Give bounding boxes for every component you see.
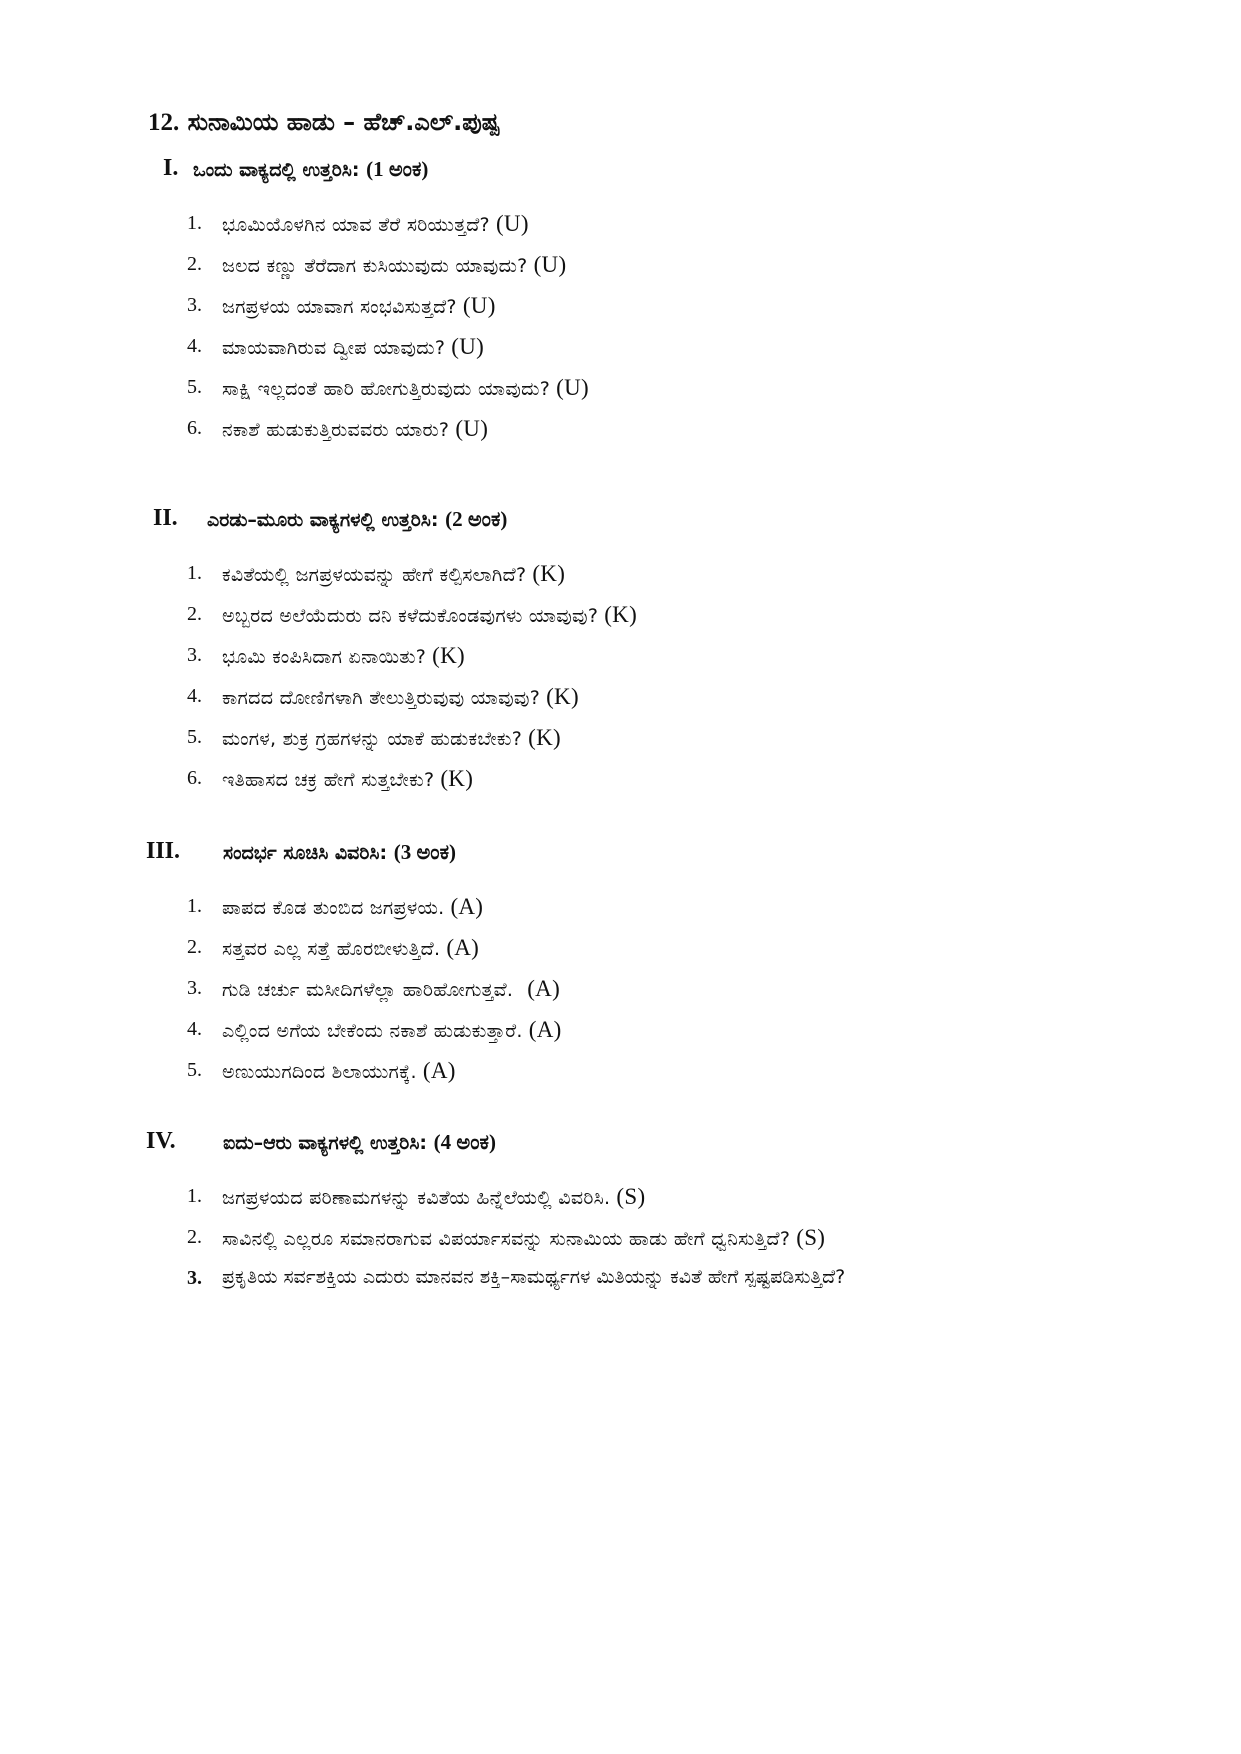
question-number: 6. — [187, 417, 202, 439]
question-text — [222, 334, 484, 360]
list-item — [0, 559, 1241, 600]
question-text — [222, 1266, 845, 1288]
section-numeral: IV. — [146, 1128, 176, 1154]
question-list — [0, 209, 1241, 455]
section-2 — [0, 505, 1241, 805]
section-instruction: ಐದು–ಆರು ವಾಕ್ಯಗಳಲ್ಲಿ ಉತ್ತರಿಸಿ: — [223, 1132, 428, 1154]
question-body: ಭೂಮಿ ಕಂಪಿಸಿದಾಗ ಏನಾಯಿತು? — [222, 646, 427, 668]
question-number: 2. — [187, 253, 202, 275]
list-item — [0, 1015, 1241, 1056]
list-item — [0, 723, 1241, 764]
question-tag: (U) — [533, 252, 567, 277]
list-item — [0, 764, 1241, 805]
question-text — [222, 293, 496, 319]
question-body: ಜಗಪ್ರಳಯ ಯಾವಾಗ ಸಂಭವಿಸುತ್ತದೆ? — [222, 296, 457, 318]
question-number: 2. — [187, 1226, 202, 1248]
question-body: ಅಬ್ಬರದ ಅಲೆಯೆದುರು ದನಿ ಕಳೆದುಕೊಂಡವುಗಳು ಯಾವುವು? — [222, 605, 599, 627]
question-text — [222, 252, 566, 278]
question-text — [222, 375, 589, 401]
question-tag: (S) — [796, 1225, 826, 1250]
question-tag: (S) — [616, 1184, 646, 1209]
question-number: 6. — [187, 767, 202, 789]
question-number: 4. — [187, 1018, 202, 1040]
question-text — [222, 602, 637, 628]
list-item — [0, 332, 1241, 373]
question-tag: (A) — [450, 894, 484, 919]
question-tag: (K) — [532, 561, 566, 586]
question-tag: (A) — [446, 935, 480, 960]
question-tag: (K) — [546, 684, 579, 709]
question-tag: (K) — [528, 725, 561, 750]
question-tag: (U) — [462, 293, 496, 318]
section-marks: (2 ಅಂಕ) — [445, 507, 508, 531]
question-number: 1. — [187, 212, 202, 234]
question-number: 3. — [187, 977, 202, 999]
question-list — [0, 1182, 1241, 1305]
section-marks: (3 ಅಂಕ) — [393, 840, 457, 864]
question-tag: (U) — [455, 416, 489, 441]
question-body: ಸಾಕ್ಷಿ ಇಲ್ಲದಂತೆ ಹಾರಿ ಹೋಗುತ್ತಿರುವುದು ಯಾವುದು? — [222, 378, 551, 400]
question-text — [222, 684, 579, 710]
list-item — [0, 250, 1241, 291]
list-item — [0, 1182, 1241, 1223]
section-heading-text — [207, 507, 507, 532]
question-body: ಮಂಗಳ, ಶುಕ್ರ ಗ್ರಹಗಳನ್ನು ಯಾಕೆ ಹುಡುಕಬೇಕು? — [222, 728, 523, 750]
question-text — [222, 1225, 825, 1251]
list-item — [0, 974, 1241, 1015]
question-tag: (K) — [432, 643, 466, 668]
question-text — [222, 935, 479, 961]
question-list — [0, 892, 1241, 1097]
question-text — [222, 894, 483, 920]
question-tag: (U) — [451, 334, 485, 359]
list-item — [0, 209, 1241, 250]
question-number: 1. — [187, 895, 202, 917]
list-item — [0, 1223, 1241, 1264]
question-tag: (A) — [527, 976, 561, 1001]
question-body: ಜಗಪ್ರಳಯದ ಪರಿಣಾಮಗಳನ್ನು ಕವಿತೆಯ ಹಿನ್ನೆಲೆಯಲ್ಲಿ ವಿವರಿಸಿ. — [222, 1187, 611, 1209]
question-body: ಸತ್ತವರ ಎಲ್ಲ ಸತ್ತೆ ಹೊರಬೀಳುತ್ತಿದೆ. — [222, 938, 441, 960]
question-number: 3. — [187, 1267, 202, 1289]
question-body: ಭೂಮಿಯೊಳಗಿನ ಯಾವ ತೆರೆ ಸರಿಯುತ್ತದೆ? — [222, 214, 490, 236]
question-tag: (A) — [422, 1058, 456, 1083]
question-body: ಇತಿಹಾಸದ ಚಕ್ರ ಹೇಗೆ ಸುತ್ತಬೇಕು? — [222, 769, 435, 791]
question-text — [222, 766, 473, 792]
section-instruction: ಸಂದರ್ಭ ಸೂಚಿಸಿ ವಿವರಿಸಿ: — [223, 842, 388, 864]
question-number: 4. — [187, 685, 202, 707]
question-body: ಸಾವಿನಲ್ಲಿ ಎಲ್ಲರೂ ಸಮಾನರಾಗುವ ವಿಪರ್ಯಾಸವನ್ನು ಸುನಾಮಿಯ ಹಾಡು ಹೇಗೆ ಧ್ವನಿಸುತ್ತಿದೆ? — [222, 1228, 791, 1250]
question-number: 5. — [187, 726, 202, 748]
list-item — [0, 933, 1241, 974]
section-heading-text — [193, 157, 428, 182]
question-number: 1. — [187, 562, 202, 584]
section-4 — [0, 1128, 1241, 1305]
section-heading — [0, 505, 1241, 545]
question-text — [222, 1017, 562, 1043]
question-body: ಜಲದ ಕಣ್ಣು ತೆರೆದಾಗ ಕುಸಿಯುವುದು ಯಾವುದು? — [222, 255, 528, 277]
question-number: 3. — [187, 644, 202, 666]
question-text — [222, 416, 488, 442]
list-item — [0, 1264, 1241, 1305]
question-number: 1. — [187, 1185, 202, 1207]
section-heading — [0, 155, 1241, 195]
question-list — [0, 559, 1241, 805]
question-body: ಪ್ರಕೃತಿಯ ಸರ್ವಶಕ್ತಿಯ ಎದುರು ಮಾನವನ ಶಕ್ತಿ–ಸಾಮರ್ಥ್ಯಗಳ ಮಿತಿಯನ್ನು ಕವಿತೆ ಹೇಗೆ ಸ್ಪಷ್ಟಪಡಿಸುತ್ತಿದೆ? — [222, 1266, 846, 1288]
question-text — [222, 211, 529, 237]
section-heading — [0, 838, 1241, 878]
list-item — [0, 414, 1241, 455]
section-heading-text — [223, 840, 456, 865]
list-item — [0, 600, 1241, 641]
question-body: ಗುಡಿ ಚರ್ಚು ಮಸೀದಿಗಳೆಲ್ಲಾ ಹಾರಿಹೋಗುತ್ತವೆ. — [222, 979, 514, 1001]
chapter-number: 12. — [148, 109, 180, 136]
list-item — [0, 1056, 1241, 1097]
question-tag: (A) — [528, 1017, 562, 1042]
question-tag: (K) — [604, 602, 638, 627]
question-number: 5. — [187, 376, 202, 398]
section-heading-text — [223, 1130, 496, 1155]
question-body: ಮಾಯವಾಗಿರುವ ದ್ವೀಪ ಯಾವುದು? — [222, 337, 446, 359]
question-number: 5. — [187, 1059, 202, 1081]
question-text — [222, 725, 561, 751]
section-numeral: III. — [146, 838, 181, 864]
question-tag: (K) — [440, 766, 474, 791]
question-number: 2. — [187, 603, 202, 625]
section-numeral: I. — [163, 155, 179, 181]
question-text — [222, 1184, 645, 1210]
list-item — [0, 641, 1241, 682]
question-number: 2. — [187, 936, 202, 958]
question-number: 3. — [187, 294, 202, 316]
question-body: ಎಲ್ಲಿಂದ ಅಗೆಯ ಬೇಕೆಂದು ನಕಾಶೆ ಹುಡುಕುತ್ತಾರೆ. — [222, 1020, 523, 1042]
list-item — [0, 291, 1241, 332]
question-body: ಕವಿತೆಯಲ್ಲಿ ಜಗಪ್ರಳಯವನ್ನು ಹೇಗೆ ಕಲ್ಪಿಸಲಾಗಿದೆ? — [222, 564, 527, 586]
list-item — [0, 682, 1241, 723]
question-text — [222, 1058, 456, 1084]
section-numeral: II. — [153, 505, 178, 531]
section-heading — [0, 1128, 1241, 1168]
question-tag: (U) — [556, 375, 589, 400]
chapter-title — [148, 108, 500, 137]
question-body: ಕಾಗದದ ದೋಣಿಗಳಾಗಿ ತೇಲುತ್ತಿರುವುವು ಯಾವುವು? — [222, 687, 541, 709]
section-instruction: ಒಂದು ವಾಕ್ಯದಲ್ಲಿ ಉತ್ತರಿಸಿ: — [193, 159, 360, 181]
question-number: 4. — [187, 335, 202, 357]
question-text — [222, 561, 565, 587]
section-marks: (1 ಅಂಕ) — [366, 157, 429, 181]
question-body: ಅಣುಯುಗದಿಂದ ಶಿಲಾಯುಗಕ್ಕೆ. — [222, 1061, 417, 1083]
list-item — [0, 373, 1241, 414]
list-item — [0, 892, 1241, 933]
question-tag: (U) — [495, 211, 529, 236]
section-1 — [0, 155, 1241, 455]
question-text — [222, 976, 560, 1002]
section-marks: (4 ಅಂಕ) — [433, 1130, 496, 1154]
chapter-title-text: ಸುನಾಮಿಯ ಹಾಡು – ಹೆಚ್.ಎಲ್.ಪುಷ್ಪ — [187, 108, 500, 136]
question-text — [222, 643, 465, 669]
question-body: ಪಾಪದ ಕೊಡ ತುಂಬಿದ ಜಗಪ್ರಳಯ. — [222, 897, 445, 919]
question-body: ನಕಾಶೆ ಹುಡುಕುತ್ತಿರುವವರು ಯಾರು? — [222, 419, 450, 441]
section-3 — [0, 838, 1241, 1097]
section-instruction: ಎರಡು–ಮೂರು ವಾಕ್ಯಗಳಲ್ಲಿ ಉತ್ತರಿಸಿ: — [207, 509, 439, 531]
